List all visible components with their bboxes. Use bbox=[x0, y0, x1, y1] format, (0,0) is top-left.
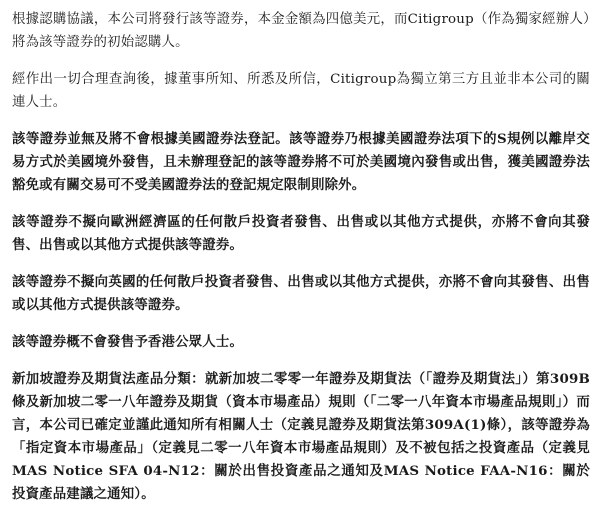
paragraph-singapore-classification: 新加坡證券及期貨法產品分類：就新加坡二零零一年證券及期貨法（「證券及期貨法」）第309B條及新加坡二零一八年證券及期貨（資本市場產品）規則（「二零一八年資本市場產品規則」）而言，本公司已確定並謹此通知所有相關人士（定義見證券及期貨法第309A(1)條），該等證券為「指定資本市場產品」（定義見二零一八年資本市場產品規則）及不被包括之投資產品（定義見MAS Notice SFA 04-N12：關於出售投資產品之通知及MAS Notice FAA-N16：關於投資產品建議之通知）。 bbox=[12, 371, 590, 502]
paragraph-eea-retail-investors: 該等證券不擬向歐洲經濟區的任何散戶投資者發售、出售或以其他方式提供，亦將不會向其發售、出售或以其他方式提供該等證券。 bbox=[12, 214, 590, 253]
paragraph-hong-kong-public: 該等證券概不會發售予香港公眾人士。 bbox=[12, 334, 244, 350]
paragraph-uk-retail-investors: 該等證券不擬向英國的任何散戶投資者發售、出售或以其他方式提供，亦將不會向其發售、出售或以其他方式提供該等證券。 bbox=[12, 274, 590, 313]
paragraph-us-securities-act: 該等證券並無及將不會根據美國證券法登記。該等證券乃根據美國證券法項下的S規例以離岸交易方式於美國境外發售，且未辦理登記的該等證券將不可於美國境內發售或出售，獲美國證券法豁免或有關交易可不受美國證券法的登記規定限制則除外。 bbox=[12, 131, 590, 193]
document-body bbox=[12, 8, 590, 520]
paragraph-independent-third-party: 經作出一切合理查詢後，據董事所知、所悉及所信，Citigroup為獨立第三方且並非本公司的關連人士。 bbox=[12, 72, 590, 110]
paragraph-subscription-agreement: 根據認購協議，本公司將發行該等證券，本金金額為四億美元，而Citigroup（作為獨家經辦人）將為該等證券的初始認購人。 bbox=[12, 12, 590, 50]
